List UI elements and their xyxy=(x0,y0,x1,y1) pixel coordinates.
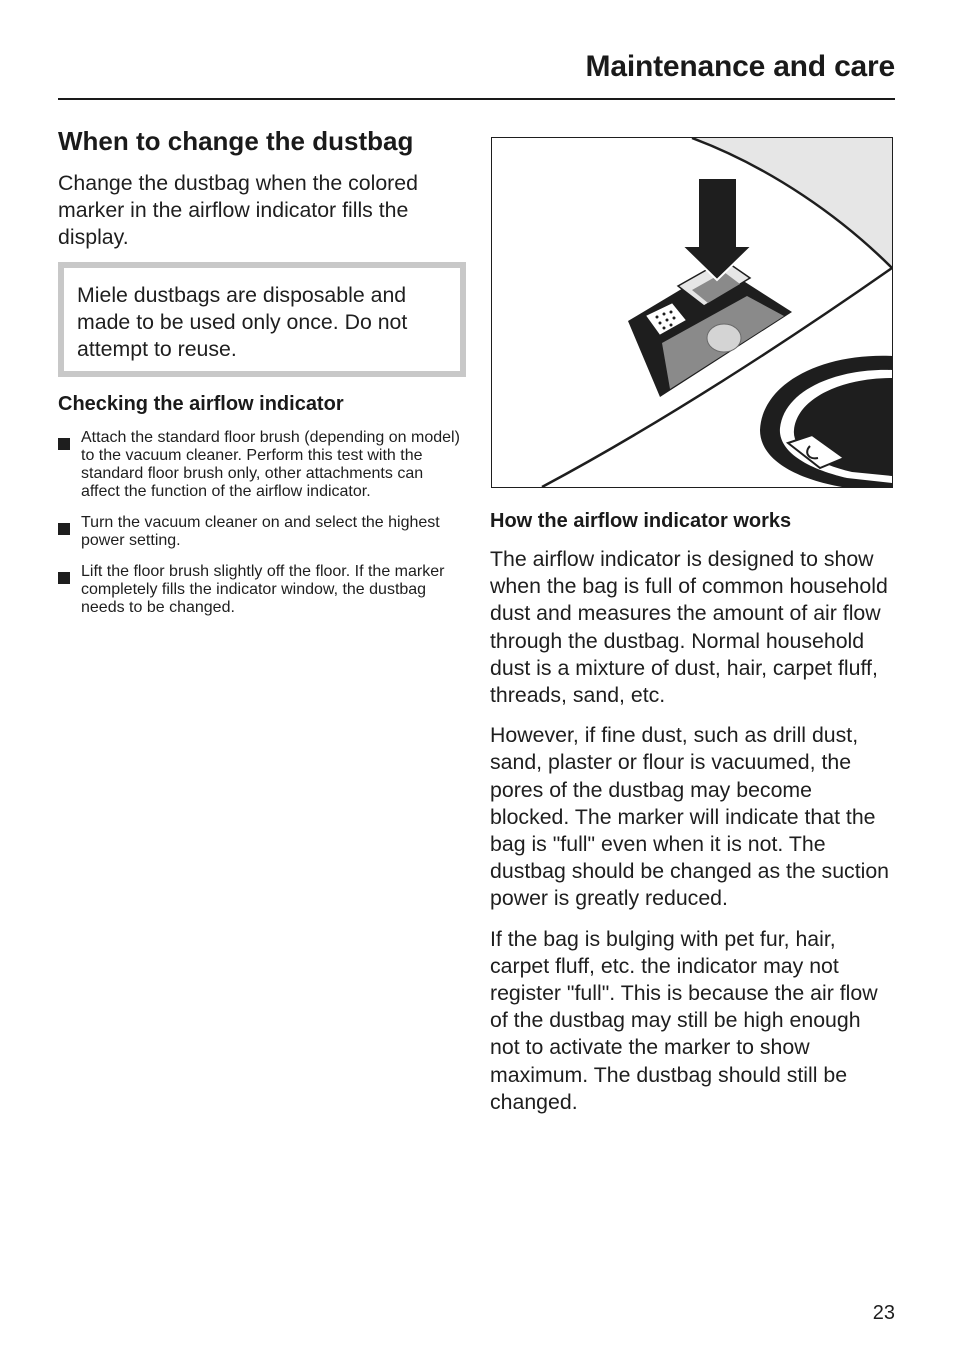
list-item-text: Turn the vacuum cleaner on and select the highest power setting. xyxy=(81,514,440,550)
power-switch-icon xyxy=(760,356,892,487)
body-paragraph: However, if fine dust, such as drill dust, sand, plaster or flour is vacuumed, the pores of the dustbag may become blocked. The marker will indicate that the bag is "full" even when it is not. The dustbag should be changed as the suction power is greatly reduced. xyxy=(490,723,890,911)
note-box xyxy=(58,262,466,378)
intro-paragraph: Change the dustbag when the colored marker in the airflow indicator fills the display. xyxy=(58,171,418,250)
list-item xyxy=(58,563,466,617)
section-heading: When to change the dustbag xyxy=(58,126,414,156)
list-item xyxy=(58,514,466,550)
how-it-works-subheading: How the airflow indicator works xyxy=(490,510,792,532)
airflow-indicator-illustration xyxy=(491,137,893,488)
body-paragraph: The airflow indicator is designed to show when the bag is full of common household dust and measures the amount of air flow through the dustbag. Normal household dust is a mixture of dust, hair, carpet fluff, threads, sand, etc. xyxy=(490,547,888,708)
right-column xyxy=(490,508,894,1116)
bullet-list xyxy=(58,429,466,617)
list-item xyxy=(58,429,466,501)
bullet-marker xyxy=(58,438,70,450)
bullet-marker xyxy=(58,572,70,584)
body-paragraph: If the bag is bulging with pet fur, hair, carpet fluff, etc. the indicator may not register "full". This is because the air flow of the dustbag may still be high enough not to activate the marker to show maximum. The dustbag should still be changed. xyxy=(490,926,878,1114)
header-divider xyxy=(58,98,895,100)
note-text: Miele dustbags are disposable and made to be used only once. Do not attempt to reuse. xyxy=(77,282,408,362)
illustration-svg xyxy=(492,138,892,487)
page-number: 23 xyxy=(872,1302,895,1324)
page-header-title: Maintenance and care xyxy=(585,50,895,83)
down-arrow-icon xyxy=(682,178,752,280)
indicator-panel xyxy=(628,260,792,397)
bullet-marker xyxy=(58,523,70,535)
list-item-text: Attach the standard floor brush (depending on model) to the vacuum cleaner. Perform this test with the standard floor brush only, other attachments can affect the function of the airflow indicator. xyxy=(81,429,460,501)
checking-subheading: Checking the airflow indicator xyxy=(58,393,344,416)
left-column xyxy=(58,124,466,630)
list-item-text: Lift the floor brush slightly off the floor. If the marker completely fills the indicator window, the dustbag needs to be changed. xyxy=(81,563,445,617)
